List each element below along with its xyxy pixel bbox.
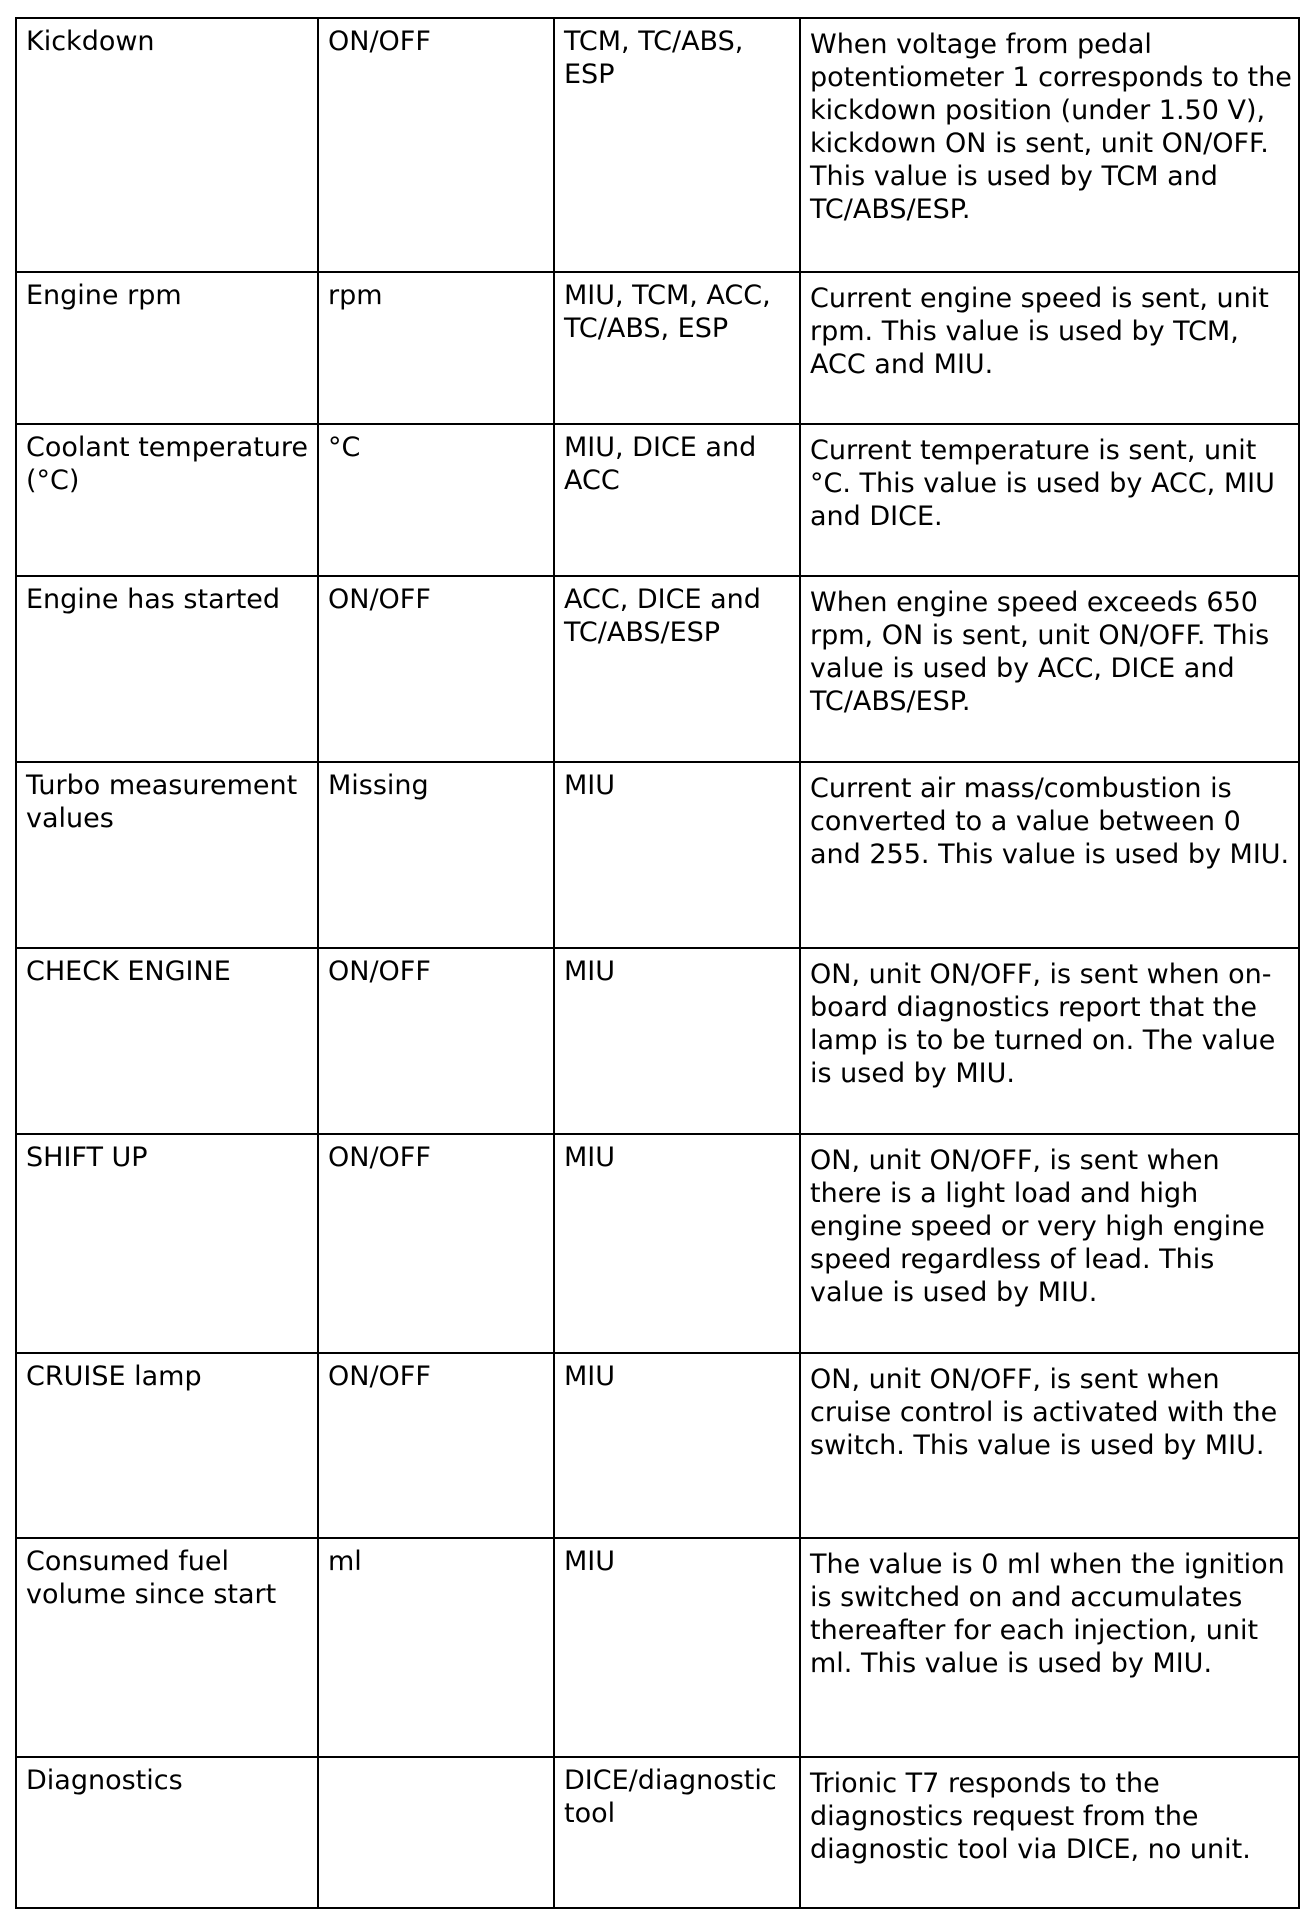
signal-unit-cell: rpm [318,272,554,424]
signal-receivers-cell: MIU [554,762,800,948]
signal-receivers-cell: MIU [554,948,800,1134]
signal-receivers-cell: MIU, TCM, ACC, TC/ABS, ESP [554,272,800,424]
signal-name-cell: Engine rpm [16,272,318,424]
signal-description-cell: When voltage from pedal potentiometer 1 corresponds to the kickdown position (under 1.50 V), kickdown ON is sent, unit ON/OFF. This value is used by TCM and TC/ABS/ESP. [800,18,1299,272]
signal-description-cell: Current air mass/combustion is converted to a value between 0 and 255. This value is used by MIU. [800,762,1299,948]
signal-unit-cell: ON/OFF [318,1353,554,1538]
signal-unit-cell: ON/OFF [318,18,554,272]
table-row [16,1757,1299,1908]
signal-description-cell: ON, unit ON/OFF, is sent when on-board diagnostics report that the lamp is to be turned on. The value is used by MIU. [800,948,1299,1134]
signal-description-cell: Current engine speed is sent, unit rpm. This value is used by TCM, ACC and MIU. [800,272,1299,424]
signal-receivers-cell: MIU [554,1134,800,1353]
signal-receivers-cell: MIU [554,1538,800,1757]
signal-unit-cell: ON/OFF [318,1134,554,1353]
signal-unit-cell: ml [318,1538,554,1757]
table-row [16,948,1299,1134]
signal-name-cell: SHIFT UP [16,1134,318,1353]
signal-name-cell: CHECK ENGINE [16,948,318,1134]
signal-description-cell: Current temperature is sent, unit °C. This value is used by ACC, MIU and DICE. [800,424,1299,576]
signal-receivers-cell: MIU [554,1353,800,1538]
signal-name-cell: Consumed fuel volume since start [16,1538,318,1757]
signal-name-cell: Kickdown [16,18,318,272]
signal-name-cell: Coolant temperature (°C) [16,424,318,576]
signal-receivers-cell: MIU, DICE and ACC [554,424,800,576]
signal-receivers-cell: TCM, TC/ABS, ESP [554,18,800,272]
table-row [16,272,1299,424]
signal-name-cell: Turbo measurement values [16,762,318,948]
signal-unit-cell: °C [318,424,554,576]
signal-name-cell: Engine has started [16,576,318,762]
signal-table [15,17,1300,1909]
signal-name-cell: Diagnostics [16,1757,318,1908]
signal-description-cell: The value is 0 ml when the ignition is switched on and accumulates thereafter for each injection, unit ml. This value is used by MIU. [800,1538,1299,1757]
table-row [16,1353,1299,1538]
signal-description-cell: ON, unit ON/OFF, is sent when cruise control is activated with the switch. This value is used by MIU. [800,1353,1299,1538]
signal-description-cell: When engine speed exceeds 650 rpm, ON is sent, unit ON/OFF. This value is used by ACC, DICE and TC/ABS/ESP. [800,576,1299,762]
table-row [16,424,1299,576]
signal-unit-cell [318,1757,554,1908]
signal-unit-cell: ON/OFF [318,948,554,1134]
signal-receivers-cell: ACC, DICE and TC/ABS/ESP [554,576,800,762]
table-row [16,576,1299,762]
table-row [16,762,1299,948]
table-row [16,1538,1299,1757]
table-row [16,18,1299,272]
signal-unit-cell: ON/OFF [318,576,554,762]
table-row [16,1134,1299,1353]
signal-table-body [16,18,1299,1908]
signal-description-cell: ON, unit ON/OFF, is sent when there is a light load and high engine speed or very high engine speed regardless of lead. This value is used by MIU. [800,1134,1299,1353]
signal-description-cell: Trionic T7 responds to the diagnostics request from the diagnostic tool via DICE, no unit. [800,1757,1299,1908]
signal-name-cell: CRUISE lamp [16,1353,318,1538]
signal-unit-cell: Missing [318,762,554,948]
signal-receivers-cell: DICE/diagnostic tool [554,1757,800,1908]
